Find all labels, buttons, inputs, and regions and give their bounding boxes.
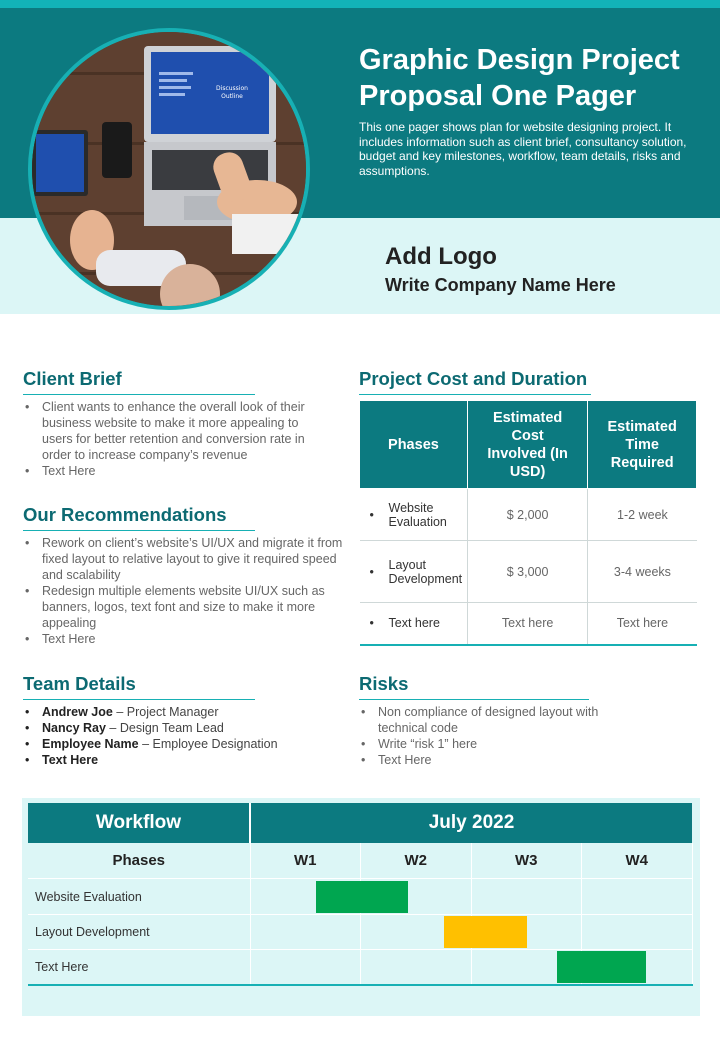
workflow-phase: Layout Development xyxy=(28,914,250,949)
cost-value: $ 3,000 xyxy=(467,541,587,603)
page-title: Graphic Design Project Proposal One Pager xyxy=(359,44,680,112)
recommendations-heading: Our Recommendations xyxy=(23,504,255,531)
time-value: 3-4 weeks xyxy=(588,541,697,603)
client-brief-heading: Client Brief xyxy=(23,368,255,395)
team-heading: Team Details xyxy=(23,673,255,700)
workflow-title: Workflow xyxy=(28,803,250,843)
member-name: Andrew Joe xyxy=(42,705,113,719)
screen-text-2: Outline xyxy=(221,93,243,100)
team-member xyxy=(24,704,344,720)
recommendation-item: • Text Here xyxy=(24,631,344,647)
risk-item: • Text Here xyxy=(360,752,630,768)
team-list xyxy=(24,704,344,768)
laptop-desk-illustration xyxy=(32,32,306,306)
screen-text-1: Discussion xyxy=(216,85,248,92)
gantt-bar xyxy=(316,881,408,913)
risk-item: • Non compliance of designed layout with technical code xyxy=(360,704,630,736)
member-name: Text Here xyxy=(42,753,99,767)
risks-list xyxy=(360,704,630,768)
week-label: W2 xyxy=(361,843,472,878)
client-brief-item: • Client wants to enhance the overall look of their business website to make it more appealing to users for better retention and conversion rate in order to increase company’s revenue xyxy=(24,399,326,463)
company-name: Write Company Name Here xyxy=(385,275,616,295)
cost-col-header: Estimated Cost Involved (In USD) xyxy=(467,401,587,489)
recommendation-item: • Redesign multiple elements website UI/UX such as banners, logos, text font and size to make it more appealing xyxy=(24,583,344,631)
member-role: – Employee Designation xyxy=(142,737,278,751)
member-name: Nancy Ray xyxy=(42,721,106,735)
workflow-phase: Website Evaluation xyxy=(28,879,250,914)
team-member xyxy=(24,736,344,752)
risk-item: • Write “risk 1” here xyxy=(360,736,630,752)
gantt-bar xyxy=(557,951,645,983)
risks-heading: Risks xyxy=(359,673,589,700)
week-label: W3 xyxy=(471,843,582,878)
client-brief-item: • Text Here xyxy=(24,463,326,479)
time-value: Text here xyxy=(588,603,697,645)
hero-photo xyxy=(28,28,310,310)
cost-value: Text here xyxy=(467,603,587,645)
cost-phase: • Website Evaluation xyxy=(360,489,468,541)
week-label: W4 xyxy=(582,843,693,878)
cost-col-header: Estimated Time Required xyxy=(588,401,697,489)
member-name: Employee Name xyxy=(42,737,139,751)
workflow-month: July 2022 xyxy=(250,803,692,843)
cost-col-header: Phases xyxy=(360,401,468,489)
workflow-phase: Text Here xyxy=(28,950,250,985)
cost-table xyxy=(359,400,697,646)
gantt-bar xyxy=(444,916,527,948)
recommendation-item: • Rework on client’s website’s UI/UX and migrate it from fixed layout to relative layout to give it required speed and scalability xyxy=(24,535,344,583)
member-role: – Design Team Lead xyxy=(109,721,224,735)
time-value: 1-2 week xyxy=(588,489,697,541)
cost-value: $ 2,000 xyxy=(467,489,587,541)
cost-phase: • Text here xyxy=(360,603,468,645)
cost-row xyxy=(360,603,697,645)
cost-heading: Project Cost and Duration xyxy=(359,368,591,395)
week-label: W1 xyxy=(250,843,361,878)
phases-label: Phases xyxy=(28,843,250,878)
logo-placeholder: Add Logo xyxy=(385,243,497,270)
recommendations-list xyxy=(24,535,344,647)
member-role: – Project Manager xyxy=(116,705,219,719)
team-member xyxy=(24,752,344,768)
workflow-row xyxy=(28,914,692,949)
page-description: This one pager shows plan for website designing project. It includes information such as client brief, consultancy solution, budget and key milestones, workflow, team details, risks and assumptions. xyxy=(359,120,687,178)
team-member xyxy=(24,720,344,736)
top-accent-line xyxy=(0,0,720,8)
client-brief-list xyxy=(24,399,326,479)
cost-phase: • Layout Development xyxy=(360,541,468,603)
cost-row xyxy=(360,541,697,603)
cost-row xyxy=(360,489,697,541)
